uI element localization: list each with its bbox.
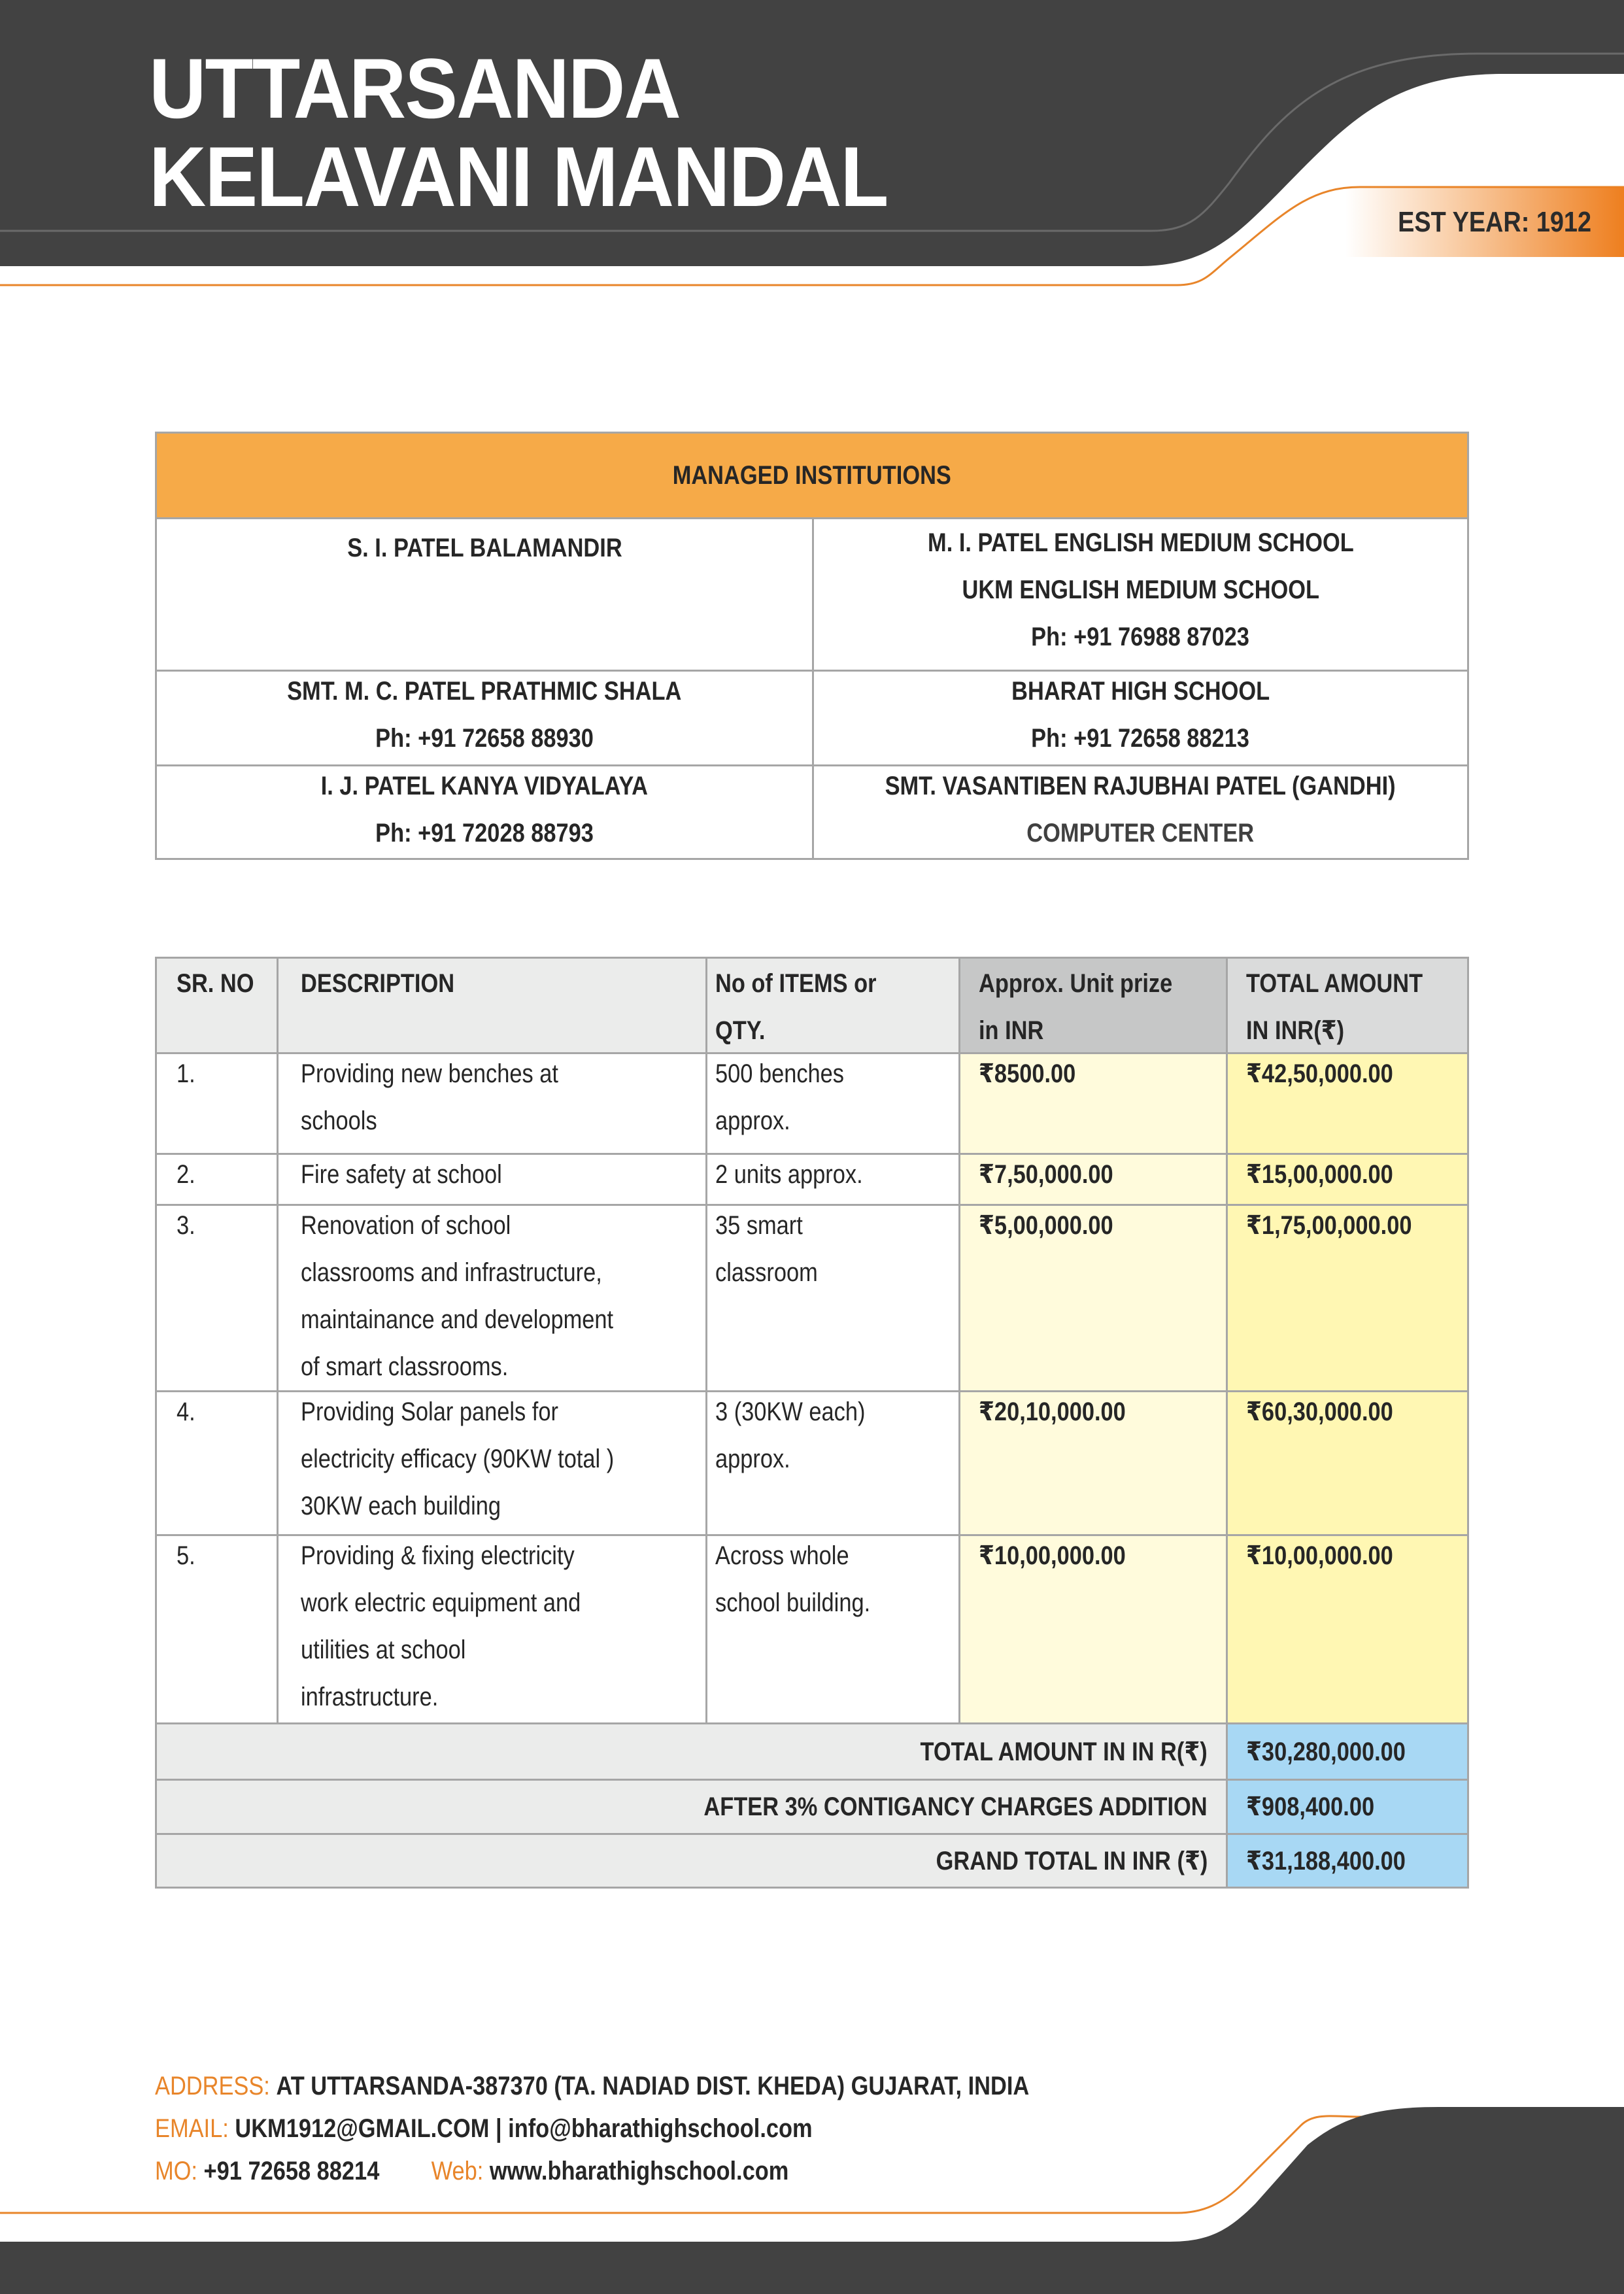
cell-description-text: work electric equipment and: [301, 1588, 581, 1617]
cell-description-text: Providing Solar panels for: [301, 1397, 558, 1426]
cell-total: [1226, 1390, 1469, 1536]
cell-quantity-text: approx.: [715, 1445, 790, 1473]
cell-total: [1226, 1153, 1469, 1206]
web-value[interactable]: www.bharathighschool.com: [489, 2157, 789, 2185]
cell-description-text: classrooms and infrastructure,: [301, 1258, 602, 1287]
cell-sr-no-text: 1.: [177, 1059, 195, 1088]
web-label: Web:: [431, 2157, 484, 2185]
organization-title-line-1: UTTARSANDA: [149, 41, 680, 136]
institution-name: COMPUTER CENTER: [1026, 819, 1255, 847]
cell-sr-no: [155, 1204, 279, 1392]
cell-sr-no: [155, 1390, 279, 1536]
est-year-badge: [1345, 187, 1624, 257]
cell-total: [1226, 1204, 1469, 1392]
address-value: AT UTTARSANDA-387370 (TA. NADIAD DIST. KHEDA) GUJARAT, INDIA: [276, 2072, 1030, 2100]
cell-unit-price-text: ₹8500.00: [979, 1059, 1076, 1088]
cell-sr-no-text: 5.: [177, 1541, 195, 1570]
cell-quantity-text: approx.: [715, 1106, 790, 1135]
cell-description-text: Providing new benches at: [301, 1059, 558, 1088]
est-year-text: EST YEAR: 1912: [1398, 205, 1591, 238]
cell-unit-price: [958, 1204, 1228, 1392]
cell-description-text: maintainance and development: [301, 1305, 614, 1334]
email-value[interactable]: UKM1912@GMAIL.COM | info@bharathighschool.com: [235, 2114, 813, 2143]
cell-total: [1226, 1052, 1469, 1155]
institution-cell: [812, 517, 1469, 672]
footer-decoration: [0, 2080, 1624, 2294]
cell-unit-price: [958, 1390, 1228, 1536]
cell-quantity-text: 2 units approx.: [715, 1160, 863, 1189]
cell-quantity-text: Across whole: [715, 1541, 849, 1570]
summary-value-total: ₹30,280,000.00: [1226, 1722, 1469, 1781]
cell-description-text: electricity efficacy (90KW total ): [301, 1445, 615, 1473]
cell-quantity-text: 3 (30KW each): [715, 1397, 866, 1426]
column-header-sr-no: SR. NO: [155, 957, 279, 1054]
institution-name: BHARAT HIGH SCHOOL: [1011, 677, 1270, 706]
cell-quantity-text: 500 benches: [715, 1059, 845, 1088]
institution-name: SMT. VASANTIBEN RAJUBHAI PATEL (GANDHI): [885, 772, 1396, 800]
institution-cell: [155, 764, 814, 860]
institution-name: S. I. PATEL BALAMANDIR: [347, 534, 622, 562]
cell-description-text: of smart classrooms.: [301, 1352, 509, 1381]
cell-unit-price-text: ₹10,00,000.00: [979, 1541, 1126, 1570]
column-header-total: TOTAL AMOUNT IN INR(₹): [1226, 957, 1469, 1054]
summary-value-grand-total: ₹31,188,400.00: [1226, 1833, 1469, 1889]
cell-total-text: ₹1,75,00,000.00: [1246, 1211, 1412, 1240]
cell-sr-no: [155, 1534, 279, 1726]
cell-description-text: utilities at school: [301, 1635, 466, 1664]
institution-cell: [155, 670, 814, 766]
footer-email: [155, 2113, 813, 2144]
cell-description: [277, 1153, 707, 1206]
cell-sr-no: [155, 1052, 279, 1155]
cell-quantity-text: 35 smart: [715, 1211, 803, 1240]
cell-unit-price-text: ₹20,10,000.00: [979, 1397, 1126, 1426]
mobile-label: MO:: [155, 2157, 197, 2185]
summary-label-contingency: AFTER 3% CONTIGANCY CHARGES ADDITION: [155, 1779, 1228, 1835]
cell-quantity: [705, 1153, 960, 1206]
institution-name: UKM ENGLISH MEDIUM SCHOOL: [962, 575, 1319, 604]
cell-description-text: infrastructure.: [301, 1683, 439, 1711]
cell-quantity: [705, 1534, 960, 1726]
summary-label-grand-total: GRAND TOTAL IN INR (₹): [155, 1833, 1228, 1889]
cell-unit-price: [958, 1052, 1228, 1155]
cell-sr-no-text: 3.: [177, 1211, 195, 1240]
email-label: EMAIL:: [155, 2114, 229, 2143]
cell-description: [277, 1534, 707, 1726]
cell-description-text: Fire safety at school: [301, 1160, 502, 1189]
column-header-quantity: No of ITEMS or QTY.: [705, 957, 960, 1054]
institution-phone: Ph: +91 76988 87023: [1031, 623, 1250, 651]
cell-quantity: [705, 1052, 960, 1155]
cell-description: [277, 1052, 707, 1155]
institution-cell: [155, 517, 814, 672]
cell-description-text: 30KW each building: [301, 1492, 501, 1520]
cell-sr-no: [155, 1153, 279, 1206]
cell-description-text: Providing & fixing electricity: [301, 1541, 575, 1570]
cell-total-text: ₹15,00,000.00: [1246, 1160, 1393, 1189]
institutions-heading: [155, 432, 1469, 519]
cell-description-text: Renovation of school: [301, 1211, 511, 1240]
institutions-heading-text: MANAGED INSTITUTIONS: [672, 460, 952, 490]
cell-total-text: ₹60,30,000.00: [1246, 1397, 1393, 1426]
cell-unit-price-text: ₹5,00,000.00: [979, 1211, 1113, 1240]
cell-quantity-text: school building.: [715, 1588, 871, 1617]
address-label: ADDRESS:: [155, 2072, 270, 2100]
cell-unit-price-text: ₹7,50,000.00: [979, 1160, 1113, 1189]
cell-total: [1226, 1534, 1469, 1726]
cell-description: [277, 1204, 707, 1392]
cell-sr-no-text: 2.: [177, 1160, 195, 1189]
cell-sr-no-text: 4.: [177, 1397, 195, 1426]
column-header-description: DESCRIPTION: [277, 957, 707, 1054]
institution-cell: [812, 764, 1469, 860]
cell-quantity: [705, 1390, 960, 1536]
footer-address: [155, 2070, 1029, 2102]
institution-phone: Ph: +91 72028 88793: [375, 819, 594, 847]
column-header-unit-price: Approx. Unit prize in INR: [958, 957, 1228, 1054]
footer-contact: [155, 2155, 788, 2187]
cell-description-text: schools: [301, 1106, 377, 1135]
institution-phone: Ph: +91 72658 88930: [375, 724, 594, 753]
institution-cell: [812, 670, 1469, 766]
institution-name: SMT. M. C. PATEL PRATHMIC SHALA: [287, 677, 682, 706]
summary-label-total: TOTAL AMOUNT IN IN R(₹): [155, 1722, 1228, 1781]
summary-value-contingency: ₹908,400.00: [1226, 1779, 1469, 1835]
cell-quantity: [705, 1204, 960, 1392]
institution-name: I. J. PATEL KANYA VIDYALAYA: [320, 772, 649, 800]
organization-title-line-2: KELAVANI MANDAL: [149, 129, 888, 224]
cell-quantity-text: classroom: [715, 1258, 818, 1287]
cell-description: [277, 1390, 707, 1536]
institution-phone: Ph: +91 72658 88213: [1031, 724, 1250, 753]
cell-unit-price: [958, 1153, 1228, 1206]
cell-total-text: ₹10,00,000.00: [1246, 1541, 1393, 1570]
institution-name: M. I. PATEL ENGLISH MEDIUM SCHOOL: [927, 528, 1354, 557]
cell-unit-price: [958, 1534, 1228, 1726]
cell-total-text: ₹42,50,000.00: [1246, 1059, 1393, 1088]
mobile-value: +91 72658 88214: [203, 2157, 380, 2185]
